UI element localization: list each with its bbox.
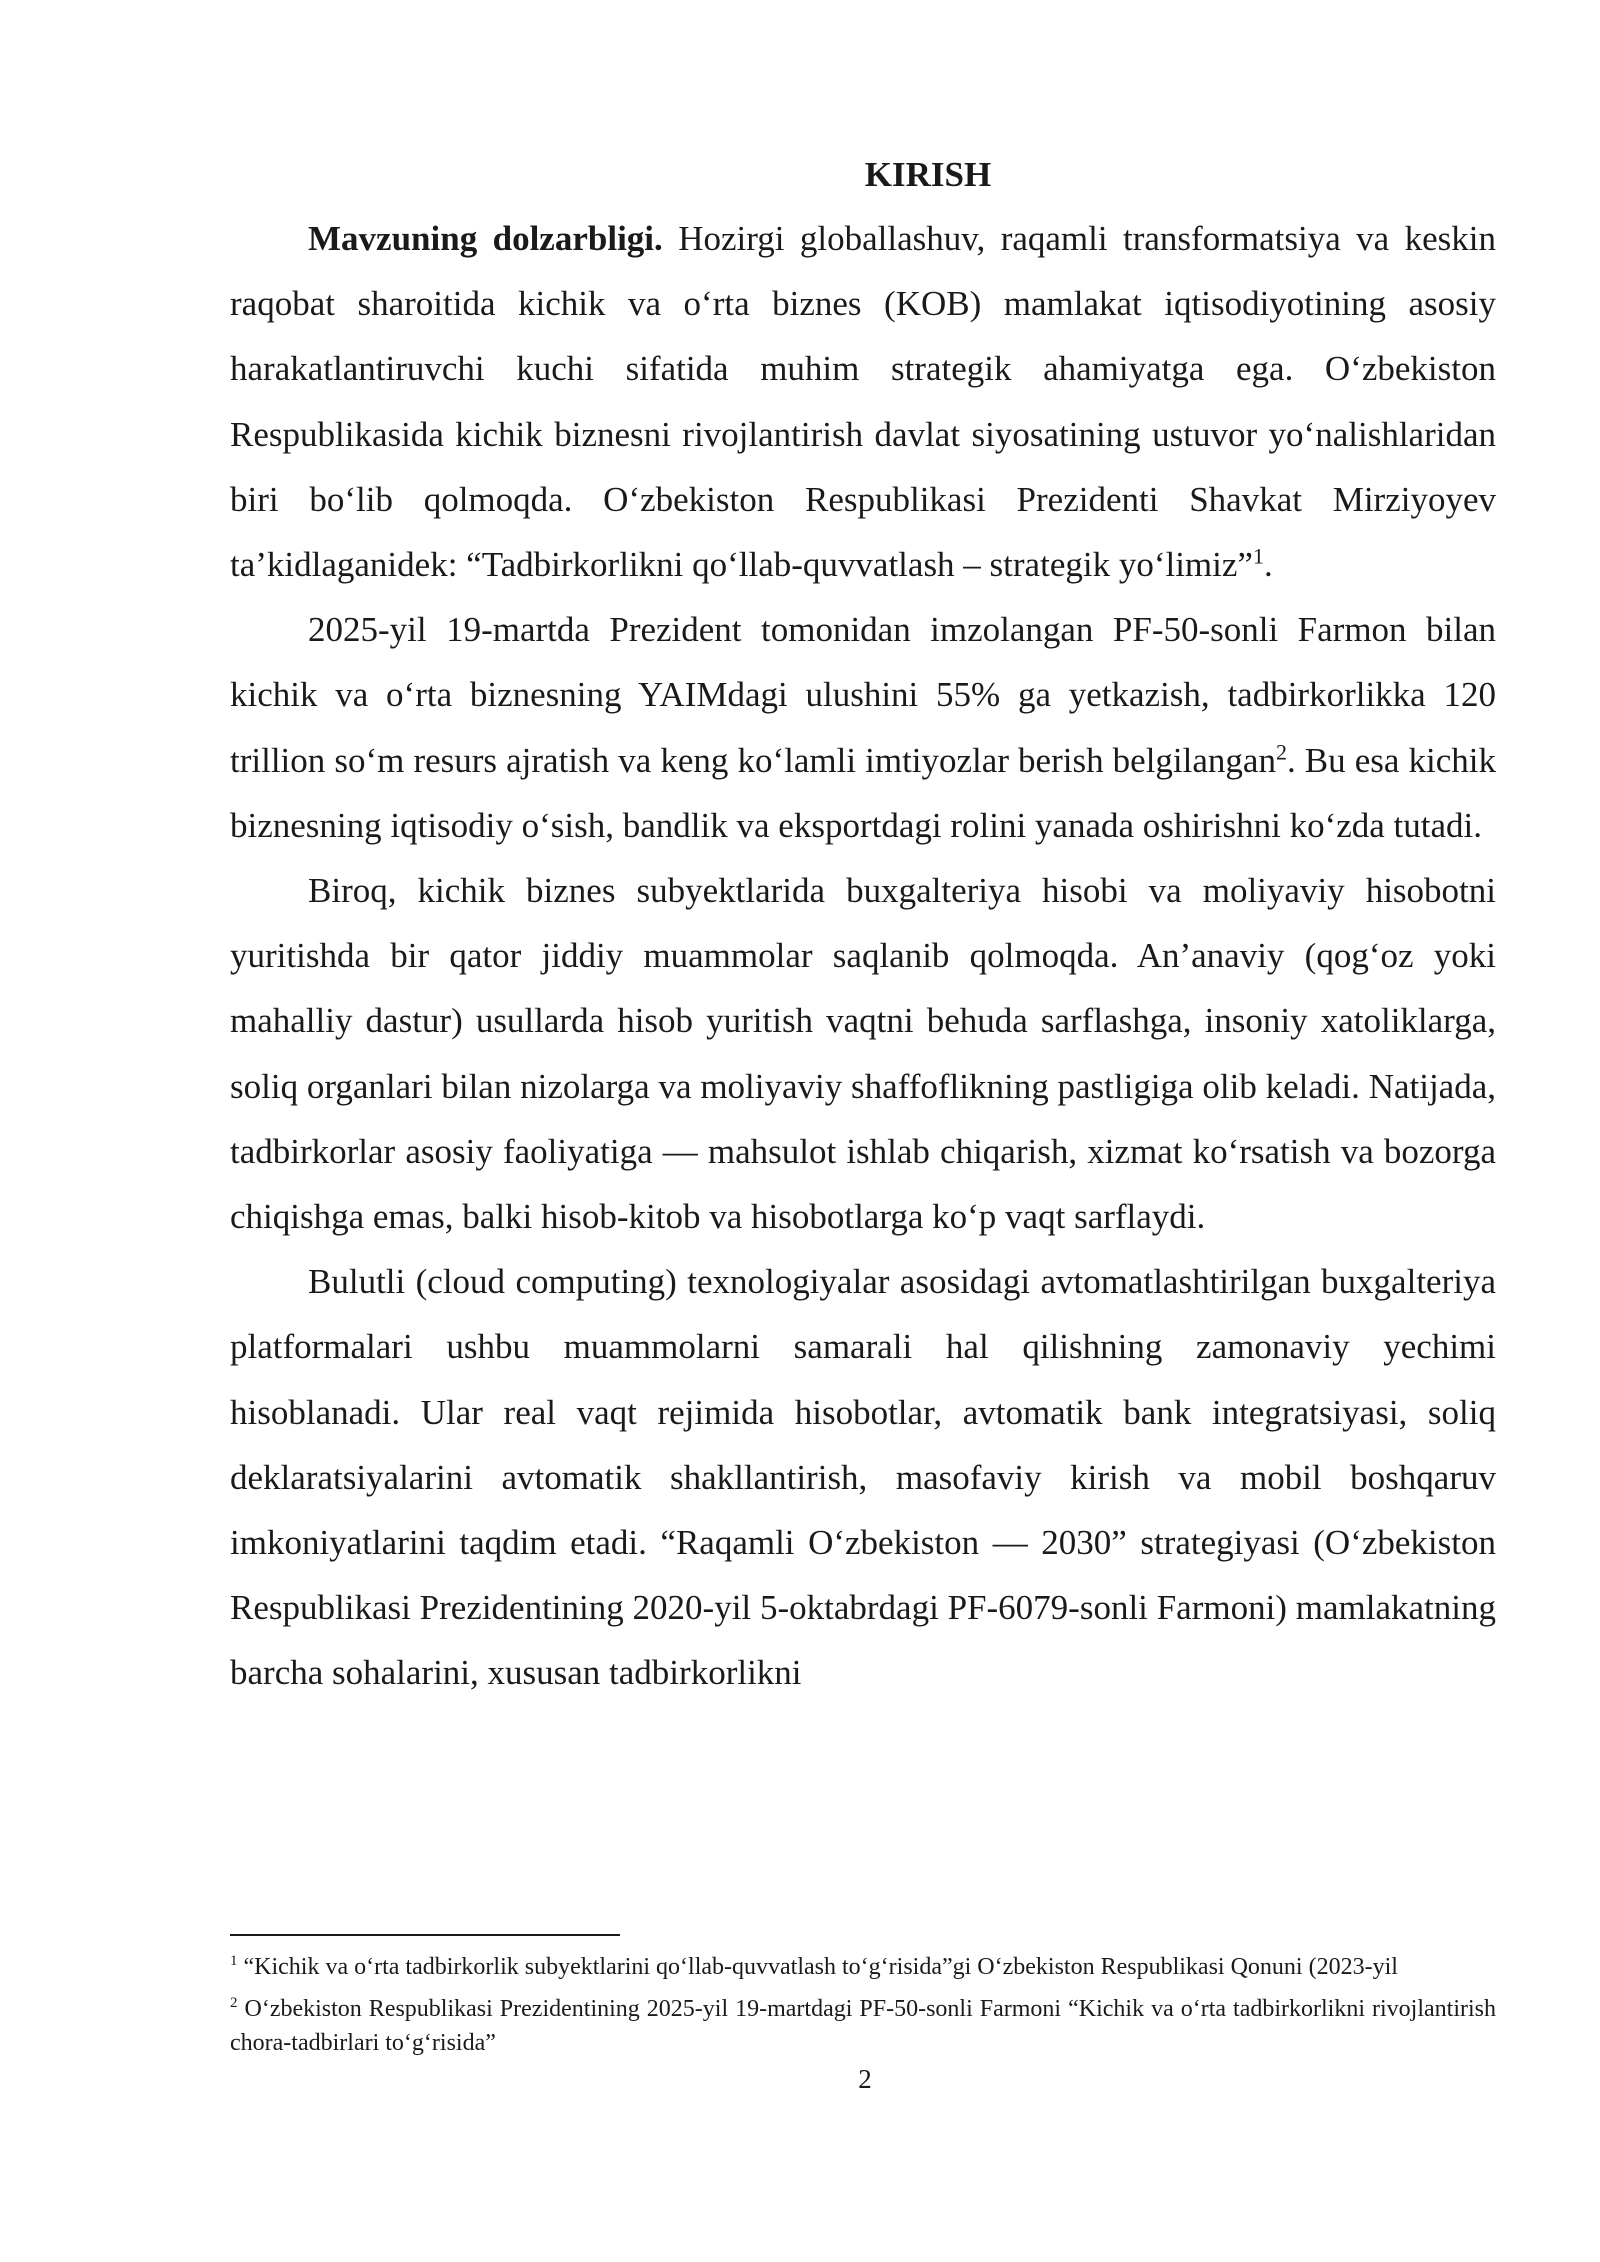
paragraph-lead: Mavzuning dolzarbligi. [308, 219, 663, 258]
footnote-text: O‘zbekiston Respublikasi Prezidentining 2025-yil 19-martdagi PF-50-sonli Farmoni “Kichik va o‘rta tadbirkorlikni rivojlantirish chora-tadbirlari to‘g‘risida” [230, 1996, 1496, 2056]
footnote-mark: 1 [230, 1953, 238, 1969]
footnote-separator [230, 1934, 620, 1936]
paragraph-relevance [230, 206, 1496, 597]
footnote-1 [230, 1950, 1496, 1984]
paragraph-text: 2025-yil 19-martda Prezident tomonidan imzolangan PF-50-sonli Farmon bilan kichik va o‘rta biznesning YAIMdagi ulushini 55% ga yetkazish, tadbirkorlikka 120 trillion so‘m resurs ajratish va keng ko‘lamli imtiyozlar berish belgilangan [230, 610, 1496, 780]
paragraph-problems: Biroq, kichik biznes subyektlarida buxgalteriya hisobi va moliyaviy hisobotni yuritishda bir qator jiddiy muammolar saqlanib qolmoqda. An’anaviy (qog‘oz yoki mahalliy dastur) usullarda hisob yuritish vaqtni behuda sarflashga, insoniy xatoliklarga, soliq organlari bilan nizolarga va moliyaviy shaffoflikning pastligiga olib keladi. Natijada, tadbirkorlar asosiy faoliyatiga — mahsulot ishlab chiqarish, xizmat ko‘rsatish va bozorga chiqishga emas, balki hisob-kitob va hisobotlarga ko‘p vaqt sarflaydi. [230, 871, 1496, 1237]
footnote-ref-1[interactable]: 1 [1252, 543, 1264, 569]
footnotes [230, 1950, 1496, 2068]
document-body [230, 150, 1496, 1706]
paragraph-decree [230, 597, 1496, 858]
footnote-mark: 2 [230, 1995, 238, 2011]
section-heading: KIRISH [864, 155, 992, 194]
footnote-text: “Kichik va o‘rta tadbirkorlik subyektlarini qo‘llab-quvvatlash to‘g‘risida”gi O‘zbekiston Respublikasi Qonuni (2023-yil [237, 1954, 1398, 1980]
paragraph-text-end: . [1263, 545, 1273, 585]
footnote-ref-2[interactable]: 2 [1275, 738, 1287, 764]
paragraph-text: Hozirgi globallashuv, raqamli transformatsiya va keskin raqobat sharoitida kichik va o‘rta biznes (KOB) mamlakat iqtisodiyotining asosiy harakatlantiruvchi kuchi sifatida muhim strategik ahamiyatga ega. O‘zbekiston Respublikasida kichik biznesni rivojlantirish davlat siyosatining ustuvor yo‘nalishlaridan biri bo‘lib qolmoqda. O‘zbekiston Respublikasi Prezidenti Shavkat Mirziyoyev ta’kidlaganidek: “Tadbirkorlikni qo‘llab-quvvatlash – strategik yo‘limiz” [230, 219, 1497, 585]
paragraph-text-end: . Bu esa kichik biznesning iqtisodiy o‘sish, bandlik va eksportdagi rolini yanada oshirishni ko‘zda tutadi. [230, 740, 1496, 845]
paragraph-cloud: Bulutli (cloud computing) texnologiyalar asosidagi avtomatlashtirilgan buxgalteriya platformalari ushbu muammolarni samarali hal qilishning zamonaviy yechimi hisoblanadi. Ular real vaqt rejimida hisobotlar, avtomatik bank integratsiyasi, soliq deklaratsiyalarini avtomatik shakllantirish, masofaviy kirish va mobil boshqaruv imkoniyatlarini taqdim etadi. “Raqamli O‘zbekiston — 2030” strategiyasi (O‘zbekiston Respublikasi Prezidentining 2020-yil 5-oktabrdagi PF-6079-sonli Farmoni) mamlakatning barcha sohalarini, xususan tadbirkorlikni [230, 1262, 1496, 1693]
page-number: 2 [858, 2064, 872, 2094]
footnote-2 [230, 1992, 1496, 2060]
